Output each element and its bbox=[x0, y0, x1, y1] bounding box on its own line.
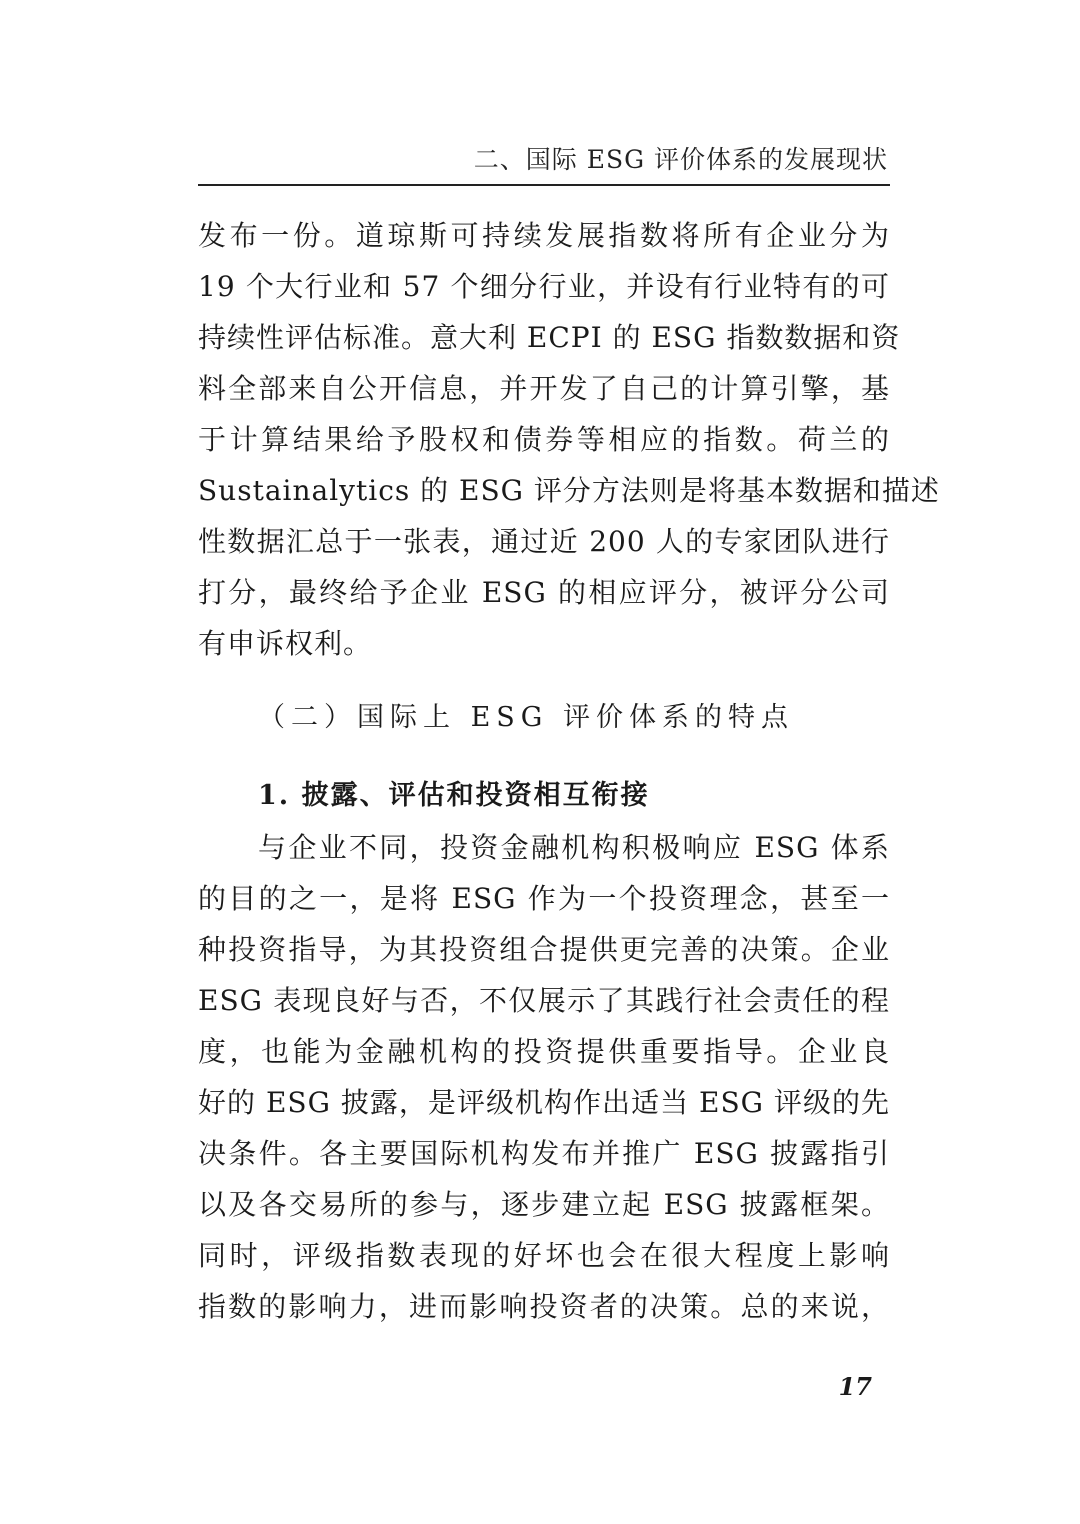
text-line: 种投资指导，为其投资组合提供更完善的决策。企业 bbox=[198, 933, 890, 966]
text-line: 决条件。各主要国际机构发布并推广 ESG 披露指引 bbox=[198, 1137, 890, 1170]
text-line: 打分，最终给予企业 ESG 的相应评分，被评分公司 bbox=[198, 576, 890, 609]
text-line: 与企业不同，投资金融机构积极响应 ESG 体系 bbox=[258, 831, 890, 864]
text-line: 度，也能为金融机构的投资提供重要指导。企业良 bbox=[198, 1035, 890, 1068]
text-line: 持续性评估标准。意大利 ECPI 的 ESG 指数数据和资 bbox=[198, 321, 901, 354]
page-number: 17 bbox=[838, 1372, 872, 1401]
section-heading: （二）国际上 ESG 评价体系的特点 bbox=[258, 702, 794, 733]
header-rule bbox=[198, 184, 890, 186]
text-line: 指数的影响力，进而影响投资者的决策。总的来说， bbox=[198, 1290, 890, 1323]
text-line: Sustainalytics 的 ESG 评分方法则是将基本数据和描述 bbox=[198, 474, 940, 507]
text-line: 好的 ESG 披露，是评级机构作出适当 ESG 评级的先 bbox=[198, 1086, 890, 1119]
text-line: 19 个大行业和 57 个细分行业，并设有行业特有的可 bbox=[198, 270, 890, 303]
text-line: ESG 表现良好与否，不仅展示了其践行社会责任的程 bbox=[198, 984, 890, 1017]
text-line: 以及各交易所的参与，逐步建立起 ESG 披露框架。 bbox=[198, 1188, 890, 1221]
running-header: 二、国际 ESG 评价体系的发展现状 bbox=[473, 145, 888, 174]
text-line: 同时，评级指数表现的好坏也会在很大程度上影响 bbox=[198, 1239, 890, 1272]
text-line: 性数据汇总于一张表，通过近 200 人的专家团队进行 bbox=[198, 525, 890, 558]
text-line: 料全部来自公开信息，并开发了自己的计算引擎，基 bbox=[198, 372, 890, 405]
text-line: 有申诉权利。 bbox=[198, 627, 373, 660]
text-line: 于计算结果给予股权和债券等相应的指数。荷兰的 bbox=[198, 423, 890, 456]
sub-heading: 1. 披露、评估和投资相互衔接 bbox=[258, 780, 650, 811]
text-line: 发布一份。道琼斯可持续发展指数将所有企业分为 bbox=[198, 219, 890, 252]
text-line: 的目的之一，是将 ESG 作为一个投资理念，甚至一 bbox=[198, 882, 890, 915]
